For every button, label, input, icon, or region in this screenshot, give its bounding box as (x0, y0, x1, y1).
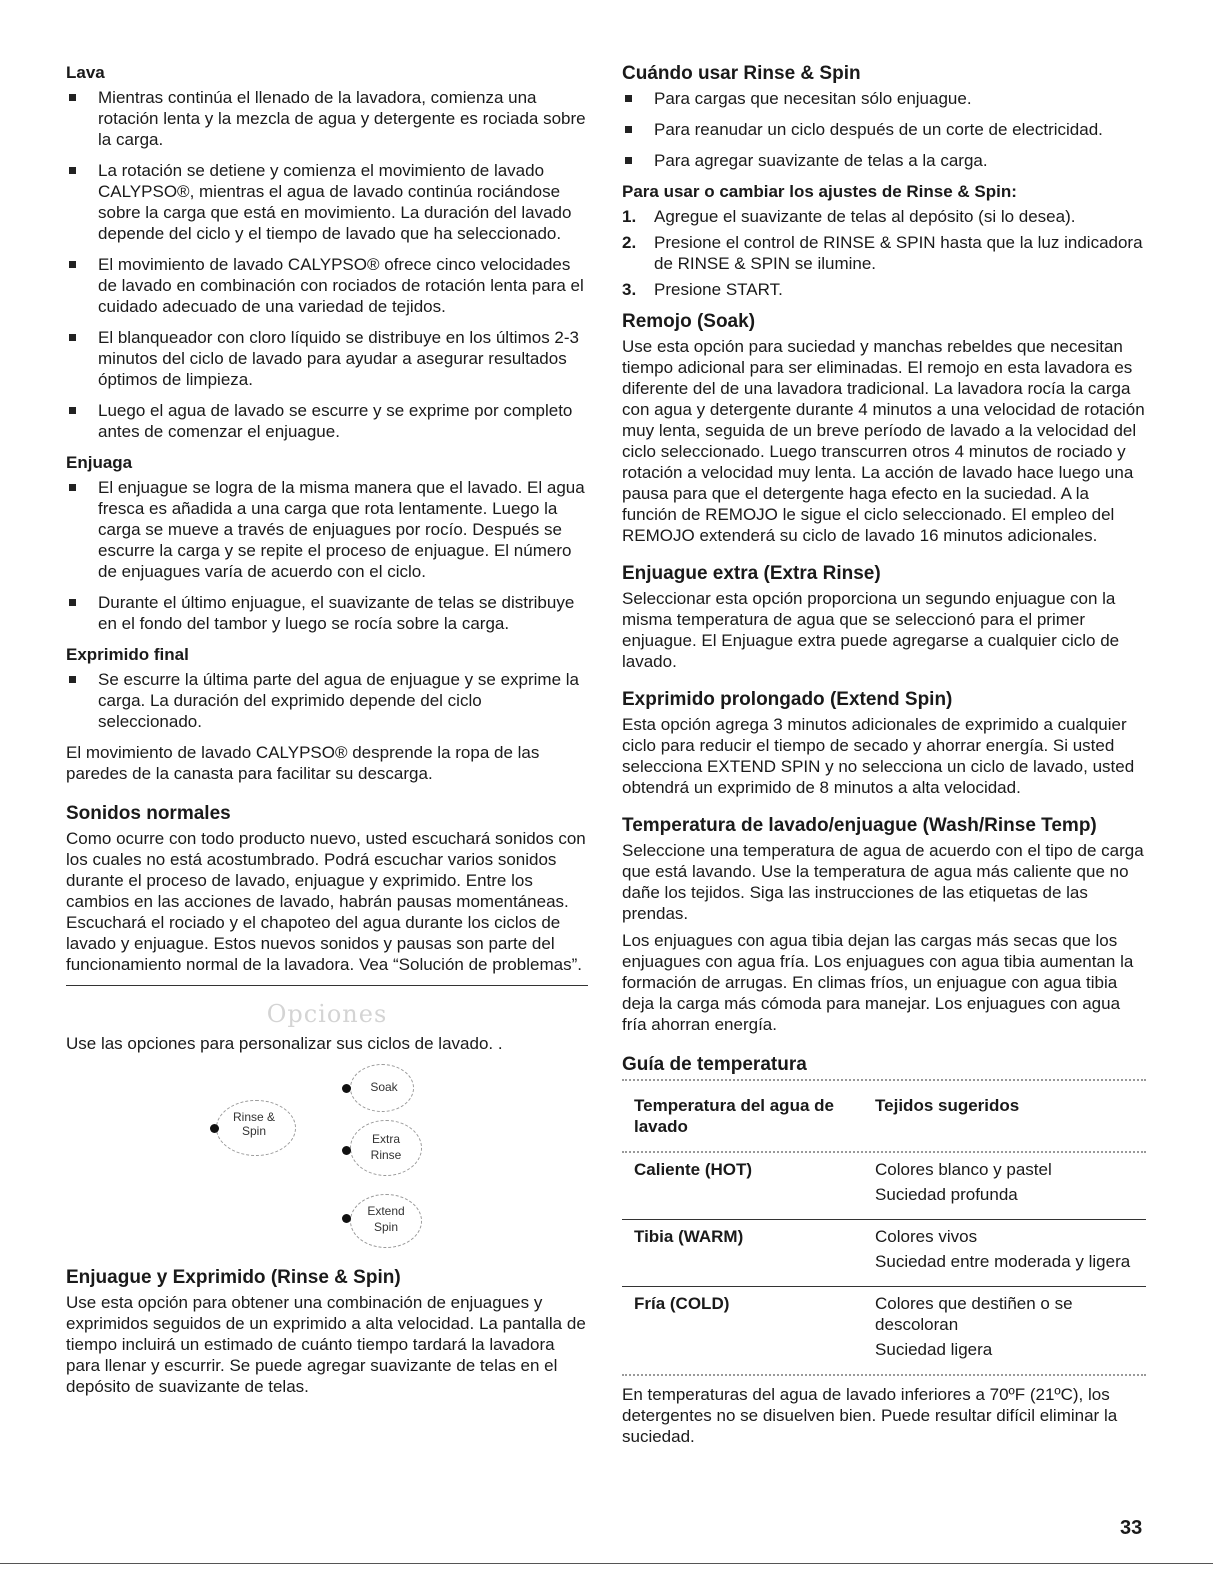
rinse-spin-label-line2: Spin (241, 1124, 267, 1138)
lava-heading: Lava (66, 63, 105, 82)
temp-note: En temperaturas del agua de lavado inferiores a 70ºF (21ºC), los detergentes no se disuelven bien. Puede resultar difícil eliminar la suciedad. (622, 1385, 1118, 1446)
right-column (622, 62, 1146, 1453)
list-item: 1. Agregue el suavizante de telas al depósito (si lo desea). (622, 207, 1076, 226)
list-item: Luego el agua de lavado se escurre y se exprime por completo antes de comenzar el enjuague. (66, 400, 588, 442)
extend-spin-label-line1: Extend (367, 1204, 405, 1218)
indicator-light-icon (210, 1124, 219, 1133)
temperature-table (622, 1087, 1146, 1374)
sonidos-heading: Sonidos normales (66, 803, 231, 824)
enjuaga-list (66, 477, 588, 634)
extra-rinse-heading: Enjuague extra (Extra Rinse) (622, 563, 881, 584)
exprimido-heading: Exprimido final (66, 645, 189, 664)
list-item: Durante el último enjuague, el suavizante de telas se distribuye en el fondo del tambor y luego se rocía sobre la carga. (66, 592, 588, 634)
column-header: Tejidos sugeridos (875, 1096, 1020, 1115)
table-row: Fría (COLD) Colores que destiñen o se descoloran Suciedad ligera (634, 1294, 1073, 1359)
list-item: Se escurre la última parte del agua de enjuague y se exprime la carga. La duración del exprimido depende del ciclo seleccionado. (66, 669, 588, 732)
table-header-row (622, 1087, 1146, 1151)
extra-rinse-label-line1: Extra (371, 1132, 400, 1146)
usar-heading: Para usar o cambiar los ajustes de Rinse & Spin: (622, 182, 1017, 201)
bullet-icon (625, 126, 632, 133)
temp-paragraph-2: Los enjuagues con agua tibia dejan las cargas más secas que los enjuagues con agua fría. Los enjuagues con agua tibia aumentan la formación de arrugas. En climas fríos, un enjuague con agua tibia deja la carga más cómoda para manejar. Los enjuagues con agua fría ahorran energía. (622, 931, 1134, 1034)
bullet-icon (69, 94, 76, 101)
rinse-spin-body: Use esta opción para obtener una combinación de enjuagues y exprimidos seguidos de un exprimido a alta velocidad. La pantalla de tiempo incluirá un estimado de cuánto tiempo tardará la lavadora para llenar y escurrir. Se puede agregar suavizante de telas en el depósito de suavizante de telas. (66, 1293, 586, 1396)
list-item: 3. Presione START. (622, 280, 783, 299)
rinse-spin-heading: Enjuague y Exprimido (Rinse & Spin) (66, 1267, 401, 1288)
bullet-icon (69, 407, 76, 414)
calypso-paragraph: El movimiento de lavado CALYPSO® desprende la ropa de las paredes de la canasta para facilitar su descarga. (66, 743, 540, 783)
remojo-heading: Remojo (Soak) (622, 311, 756, 332)
indicator-light-icon (342, 1214, 351, 1223)
remojo-body: Use esta opción para suciedad y manchas rebeldes que necesitan tiempo adicional para ser eliminadas. El remojo en esta lavadora es diferente del de una lavadora tradicional. La lavadora rocía la carga con agua y detergente durante 4 minutos a una velocidad de rotación muy lenta, seguida de un breve período de lavado a la velocidad del ciclo seleccionado. Luego transcurren otros 4 minutos de rociado y rotación a velocidad muy lenta. La acción de lavado hace luego una pausa para que el detergente haga efecto en la suciedad. A la función de REMOJO le sigue el ciclo seleccionado. El empleo del REMOJO extenderá su ciclo de lavado 16 minutos adicionales. (622, 337, 1145, 545)
list-item: Para cargas que necesitan sólo enjuague. (622, 88, 1146, 109)
column-header: Temperatura del agua de lavado (634, 1096, 834, 1136)
bullet-icon (69, 484, 76, 491)
list-item: Para reanudar un ciclo después de un corte de electricidad. (622, 119, 1146, 140)
list-item: La rotación se detiene y comienza el movimiento de lavado CALYPSO®, mientras el agua de lavado continúa rociándose sobre la carga que está en movimiento. La duración del lavado depende del ciclo y el tiempo de lavado que ha seleccionado. (66, 160, 588, 244)
cuando-list (622, 88, 1146, 171)
rinse-spin-button[interactable] (206, 1098, 306, 1158)
extend-spin-body: Esta opción agrega 3 minutos adicionales de exprimido a cualquier ciclo para reducir el tiempo de secado y ahorrar energía. Si usted selecciona EXTEND SPIN y no selecciona un ciclo de lavado, usted obtendrá un exprimido de 8 minutos a alta velocidad. (622, 715, 1135, 797)
sonidos-body: Como ocurre con todo producto nuevo, usted escuchará sonidos con los cuales no está acostumbrado. Podrá escuchar varios sonidos durante el proceso de lavado, enjuague y exprimido. Entre los cambios en las acciones de lavado, habrán pausas momentáneas. Escuchará el rociado y el chapoteo del agua durante los ciclos de lavado y enjuague. Estos nuevos sonidos y pausas son parte del funcionamiento normal de la lavadora. Vea “Solución de problemas”. (66, 829, 586, 974)
extend-spin-label-line2: Spin (373, 1220, 399, 1234)
bullet-icon (69, 676, 76, 683)
exprimido-list (66, 669, 588, 732)
bullet-icon (625, 95, 632, 102)
soak-label: Soak (370, 1080, 398, 1094)
rinse-spin-label-line1: Rinse & (232, 1110, 276, 1124)
extend-spin-button[interactable] (338, 1192, 438, 1252)
page-number: 33 (1120, 1517, 1143, 1539)
opciones-intro: Use las opciones para personalizar sus ciclos de lavado. . (66, 1034, 503, 1053)
enjuaga-heading: Enjuaga (66, 453, 133, 472)
table-top-border (622, 1079, 1146, 1081)
indicator-light-icon (342, 1146, 351, 1155)
table-row: Tibia (WARM) Colores vivos Suciedad entre moderada y ligera (634, 1227, 1131, 1271)
temp-heading: Temperatura de lavado/enjuague (Wash/Rinse Temp) (622, 815, 1097, 836)
bullet-icon (69, 334, 76, 341)
lava-list (66, 87, 588, 442)
soak-button[interactable] (336, 1064, 426, 1114)
list-item: El movimiento de lavado CALYPSO® ofrece cinco velocidades de lavado en combinación con rociados de rotación lenta para el cuidado adecuado de una variedad de tejidos. (66, 254, 588, 317)
indicator-light-icon (342, 1084, 351, 1093)
table-bottom-border (622, 1374, 1146, 1376)
page-bottom-rule (0, 1563, 1213, 1564)
list-item: Para agregar suavizante de telas a la carga. (622, 150, 1146, 171)
list-item: Mientras continúa el llenado de la lavadora, comienza una rotación lenta y la mezcla de agua y detergente es rociada sobre la carga. (66, 87, 588, 150)
list-item: 2. Presione el control de RINSE & SPIN hasta que la luz indicadora de RINSE & SPIN se ilumine. (622, 233, 1143, 273)
table-row: Caliente (HOT) Colores blanco y pastel Suciedad profunda (634, 1160, 1052, 1204)
cuando-heading: Cuándo usar Rinse & Spin (622, 63, 861, 84)
extra-rinse-button[interactable] (338, 1118, 438, 1178)
bullet-icon (69, 167, 76, 174)
bullet-icon (625, 157, 632, 164)
list-item: El enjuague se logra de la misma manera que el lavado. El agua fresca es añadida a una carga que rota lentamente. Luego la carga se mueve a través de enjuagues por rocío. Después se escurre la carga y se repite el proceso de enjuague. El número de enjuagues varía de acuerdo con el ciclo. (66, 477, 588, 582)
option-buttons-diagram (66, 1060, 588, 1252)
usar-steps (622, 206, 1146, 300)
left-column (66, 62, 588, 1403)
section-divider (66, 985, 588, 986)
list-item: El blanqueador con cloro líquido se distribuye en los últimos 2-3 minutos del ciclo de lavado para ayudar a asegurar resultados óptimos de limpieza. (66, 327, 588, 390)
bullet-icon (69, 261, 76, 268)
guia-heading: Guía de temperatura (622, 1054, 807, 1075)
extra-rinse-body: Seleccionar esta opción proporciona un segundo enjuague con la misma temperatura de agua que se seleccionó para el primer enjuague. El Enjuague extra puede agregarse a cualquier ciclo de lavado. (622, 589, 1120, 671)
extra-rinse-label-line2: Rinse (370, 1148, 402, 1162)
bullet-icon (69, 599, 76, 606)
extend-spin-heading: Exprimido prolongado (Extend Spin) (622, 689, 953, 710)
opciones-title: Opciones (266, 1000, 388, 1028)
temp-paragraph-1: Seleccione una temperatura de agua de acuerdo con el tipo de carga que está lavando. Use la temperatura de agua más caliente que no dañe los tejidos. Siga las instrucciones de las etiquetas de las prendas. (622, 841, 1144, 923)
